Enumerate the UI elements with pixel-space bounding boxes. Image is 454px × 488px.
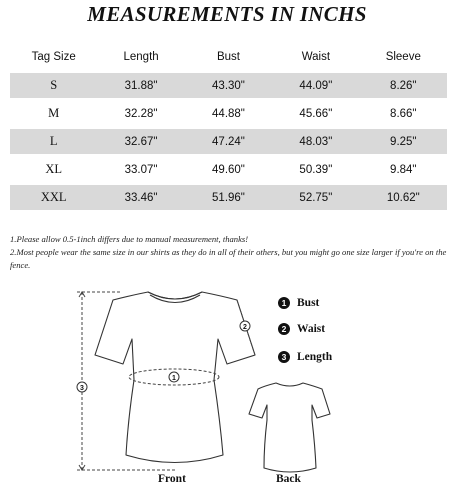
header-tag-size: Tag Size: [31, 51, 76, 63]
cell-sleeve: 8.26": [360, 72, 447, 100]
cell-waist: 52.75": [272, 184, 359, 211]
number-1-icon: 1: [278, 297, 290, 309]
table-row: [10, 156, 447, 184]
note-size-advice: 2.Most people wear the same size in our shirts as they do in all of their others, but you might go one size larger if you're on the fence.: [10, 247, 447, 270]
cell-bust: 47.24": [185, 128, 272, 156]
back-label: Back: [276, 473, 301, 485]
cell-waist: 48.03": [272, 128, 359, 156]
cell-length: 31.88": [97, 72, 184, 100]
cell-sleeve: 9.25": [360, 128, 447, 156]
shirt-measurement-diagram: [0, 282, 454, 488]
cell-length: 33.07": [97, 156, 184, 184]
cell-waist: 50.39": [272, 156, 359, 184]
cell-length: 32.28": [97, 100, 184, 128]
header-sleeve: Sleeve: [385, 51, 421, 63]
note-measurement-tolerance: 1.Please allow 0.5-1inch differs due to manual measurement, thanks!: [10, 234, 249, 244]
front-label: Front: [158, 473, 186, 485]
legend-label: Waist: [297, 323, 326, 335]
cell-sleeve: 8.66": [360, 100, 447, 128]
header-waist: Waist: [301, 51, 331, 63]
table-row: [10, 128, 447, 156]
cell-bust: 44.88": [185, 100, 272, 128]
table-header-row: [10, 44, 447, 72]
cell-size: S: [10, 72, 97, 100]
table-row: [10, 72, 447, 100]
size-chart-table: [10, 44, 447, 210]
length-marker-number: 3: [80, 385, 84, 392]
legend-item-bust: [278, 295, 319, 311]
bust-marker-number: 1: [172, 375, 176, 382]
header-length: Length: [123, 51, 159, 63]
back-shirt-illustration: [249, 383, 330, 472]
number-2-icon: 2: [278, 323, 290, 335]
number-3-icon: 3: [278, 351, 290, 363]
cell-length: 33.46": [97, 184, 184, 211]
cell-bust: 43.30": [185, 72, 272, 100]
page-title: MEASUREMENTS IN INCHS: [87, 2, 367, 26]
table-row: [10, 100, 447, 128]
cell-length: 32.67": [97, 128, 184, 156]
measurement-notes: [10, 233, 450, 272]
cell-sleeve: 10.62": [360, 184, 447, 211]
cell-size: XXL: [10, 184, 97, 211]
table-row: [10, 184, 447, 211]
cell-size: M: [10, 100, 97, 128]
length-measure-line: [77, 292, 175, 470]
legend-label: Bust: [297, 297, 320, 309]
cell-bust: 49.60": [185, 156, 272, 184]
legend-label: Length: [297, 351, 333, 363]
cell-size: L: [10, 128, 97, 156]
cell-waist: 44.09": [272, 72, 359, 100]
cell-waist: 45.66": [272, 100, 359, 128]
legend-item-length: [278, 349, 332, 365]
cell-size: XL: [10, 156, 97, 184]
cell-sleeve: 9.84": [360, 156, 447, 184]
legend-item-waist: [278, 321, 325, 337]
waist-marker-number: 2: [243, 324, 247, 331]
header-bust: Bust: [216, 51, 240, 63]
cell-bust: 51.96": [185, 184, 272, 211]
